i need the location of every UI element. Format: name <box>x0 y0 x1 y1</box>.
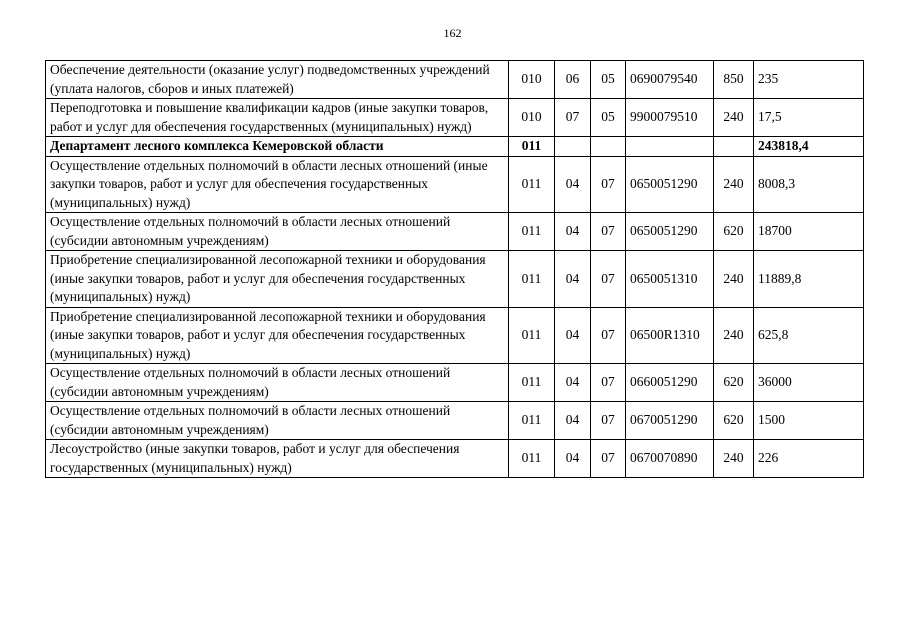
section-cell: 04 <box>555 156 591 213</box>
section-cell: 06 <box>555 61 591 99</box>
description-cell: Осуществление отдельных полномочий в области лесных отношений (субсидии автономным учреждениям) <box>46 402 509 440</box>
table-row <box>46 156 864 213</box>
ministry-code-cell: 011 <box>509 213 555 251</box>
subsection-cell: 05 <box>591 61 626 99</box>
target-article-cell: 06500R1310 <box>626 307 714 364</box>
description-cell: Обеспечение деятельности (оказание услуг) подведомственных учреждений (уплата налогов, сборов и иных платежей) <box>46 61 509 99</box>
description-cell: Осуществление отдельных полномочий в области лесных отношений (субсидии автономным учреждениям) <box>46 213 509 251</box>
amount-cell: 17,5 <box>754 99 864 137</box>
ministry-code-cell: 011 <box>509 251 555 308</box>
section-cell: 04 <box>555 307 591 364</box>
amount-cell: 11889,8 <box>754 251 864 308</box>
section-cell <box>555 137 591 157</box>
ministry-code-cell: 011 <box>509 402 555 440</box>
subsection-cell: 07 <box>591 213 626 251</box>
subsection-cell <box>591 137 626 157</box>
amount-cell: 625,8 <box>754 307 864 364</box>
expense-type-cell: 620 <box>714 402 754 440</box>
expense-type-cell: 850 <box>714 61 754 99</box>
target-article-cell <box>626 137 714 157</box>
description-cell: Приобретение специализированной лесопожарной техники и оборудования (иные закупки товаров, работ и услуг для обеспечения государственных (муниципальных) нужд) <box>46 307 509 364</box>
target-article-cell: 0690079540 <box>626 61 714 99</box>
table-row <box>46 307 864 364</box>
table-row <box>46 402 864 440</box>
amount-cell: 226 <box>754 440 864 478</box>
section-cell: 04 <box>555 213 591 251</box>
description-cell: Лесоустройство (иные закупки товаров, работ и услуг для обеспечения государственных (муниципальных) нужд) <box>46 440 509 478</box>
ministry-code-cell: 011 <box>509 137 555 157</box>
amount-cell: 243818,4 <box>754 137 864 157</box>
expense-type-cell: 240 <box>714 307 754 364</box>
expense-type-cell: 240 <box>714 156 754 213</box>
table-row <box>46 364 864 402</box>
amount-cell: 235 <box>754 61 864 99</box>
table-row <box>46 137 864 157</box>
amount-cell: 1500 <box>754 402 864 440</box>
subsection-cell: 05 <box>591 99 626 137</box>
section-cell: 04 <box>555 402 591 440</box>
table-row <box>46 251 864 308</box>
section-cell: 07 <box>555 99 591 137</box>
section-cell: 04 <box>555 251 591 308</box>
subsection-cell: 07 <box>591 156 626 213</box>
table-row <box>46 61 864 99</box>
ministry-code-cell: 010 <box>509 99 555 137</box>
expense-type-cell: 620 <box>714 213 754 251</box>
subsection-cell: 07 <box>591 402 626 440</box>
description-cell: Приобретение специализированной лесопожарной техники и оборудования (иные закупки товаров, работ и услуг для обеспечения государственных (муниципальных) нужд) <box>46 251 509 308</box>
amount-cell: 8008,3 <box>754 156 864 213</box>
page-number: 162 <box>443 26 462 40</box>
ministry-code-cell: 011 <box>509 307 555 364</box>
description-cell: Департамент лесного комплекса Кемеровской области <box>46 137 509 157</box>
description-cell: Осуществление отдельных полномочий в области лесных отношений (субсидии автономным учреждениям) <box>46 364 509 402</box>
target-article-cell: 0670051290 <box>626 402 714 440</box>
expense-type-cell: 620 <box>714 364 754 402</box>
expense-type-cell: 240 <box>714 251 754 308</box>
amount-cell: 18700 <box>754 213 864 251</box>
subsection-cell: 07 <box>591 251 626 308</box>
table-row <box>46 99 864 137</box>
target-article-cell: 0670070890 <box>626 440 714 478</box>
section-cell: 04 <box>555 364 591 402</box>
subsection-cell: 07 <box>591 364 626 402</box>
amount-cell: 36000 <box>754 364 864 402</box>
budget-table-body <box>46 61 864 478</box>
target-article-cell: 0650051290 <box>626 156 714 213</box>
expense-type-cell <box>714 137 754 157</box>
table-row <box>46 440 864 478</box>
target-article-cell: 0650051310 <box>626 251 714 308</box>
budget-table <box>45 60 864 478</box>
target-article-cell: 0660051290 <box>626 364 714 402</box>
ministry-code-cell: 011 <box>509 440 555 478</box>
description-cell: Осуществление отдельных полномочий в области лесных отношений (иные закупки товаров, работ и услуг для обеспечения государственных (муниципальных) нужд) <box>46 156 509 213</box>
ministry-code-cell: 011 <box>509 364 555 402</box>
ministry-code-cell: 010 <box>509 61 555 99</box>
description-cell: Переподготовка и повышение квалификации кадров (иные закупки товаров, работ и услуг для обеспечения государственных (муниципальных) нужд) <box>46 99 509 137</box>
target-article-cell: 9900079510 <box>626 99 714 137</box>
expense-type-cell: 240 <box>714 440 754 478</box>
section-cell: 04 <box>555 440 591 478</box>
expense-type-cell: 240 <box>714 99 754 137</box>
subsection-cell: 07 <box>591 440 626 478</box>
ministry-code-cell: 011 <box>509 156 555 213</box>
target-article-cell: 0650051290 <box>626 213 714 251</box>
subsection-cell: 07 <box>591 307 626 364</box>
table-row <box>46 213 864 251</box>
